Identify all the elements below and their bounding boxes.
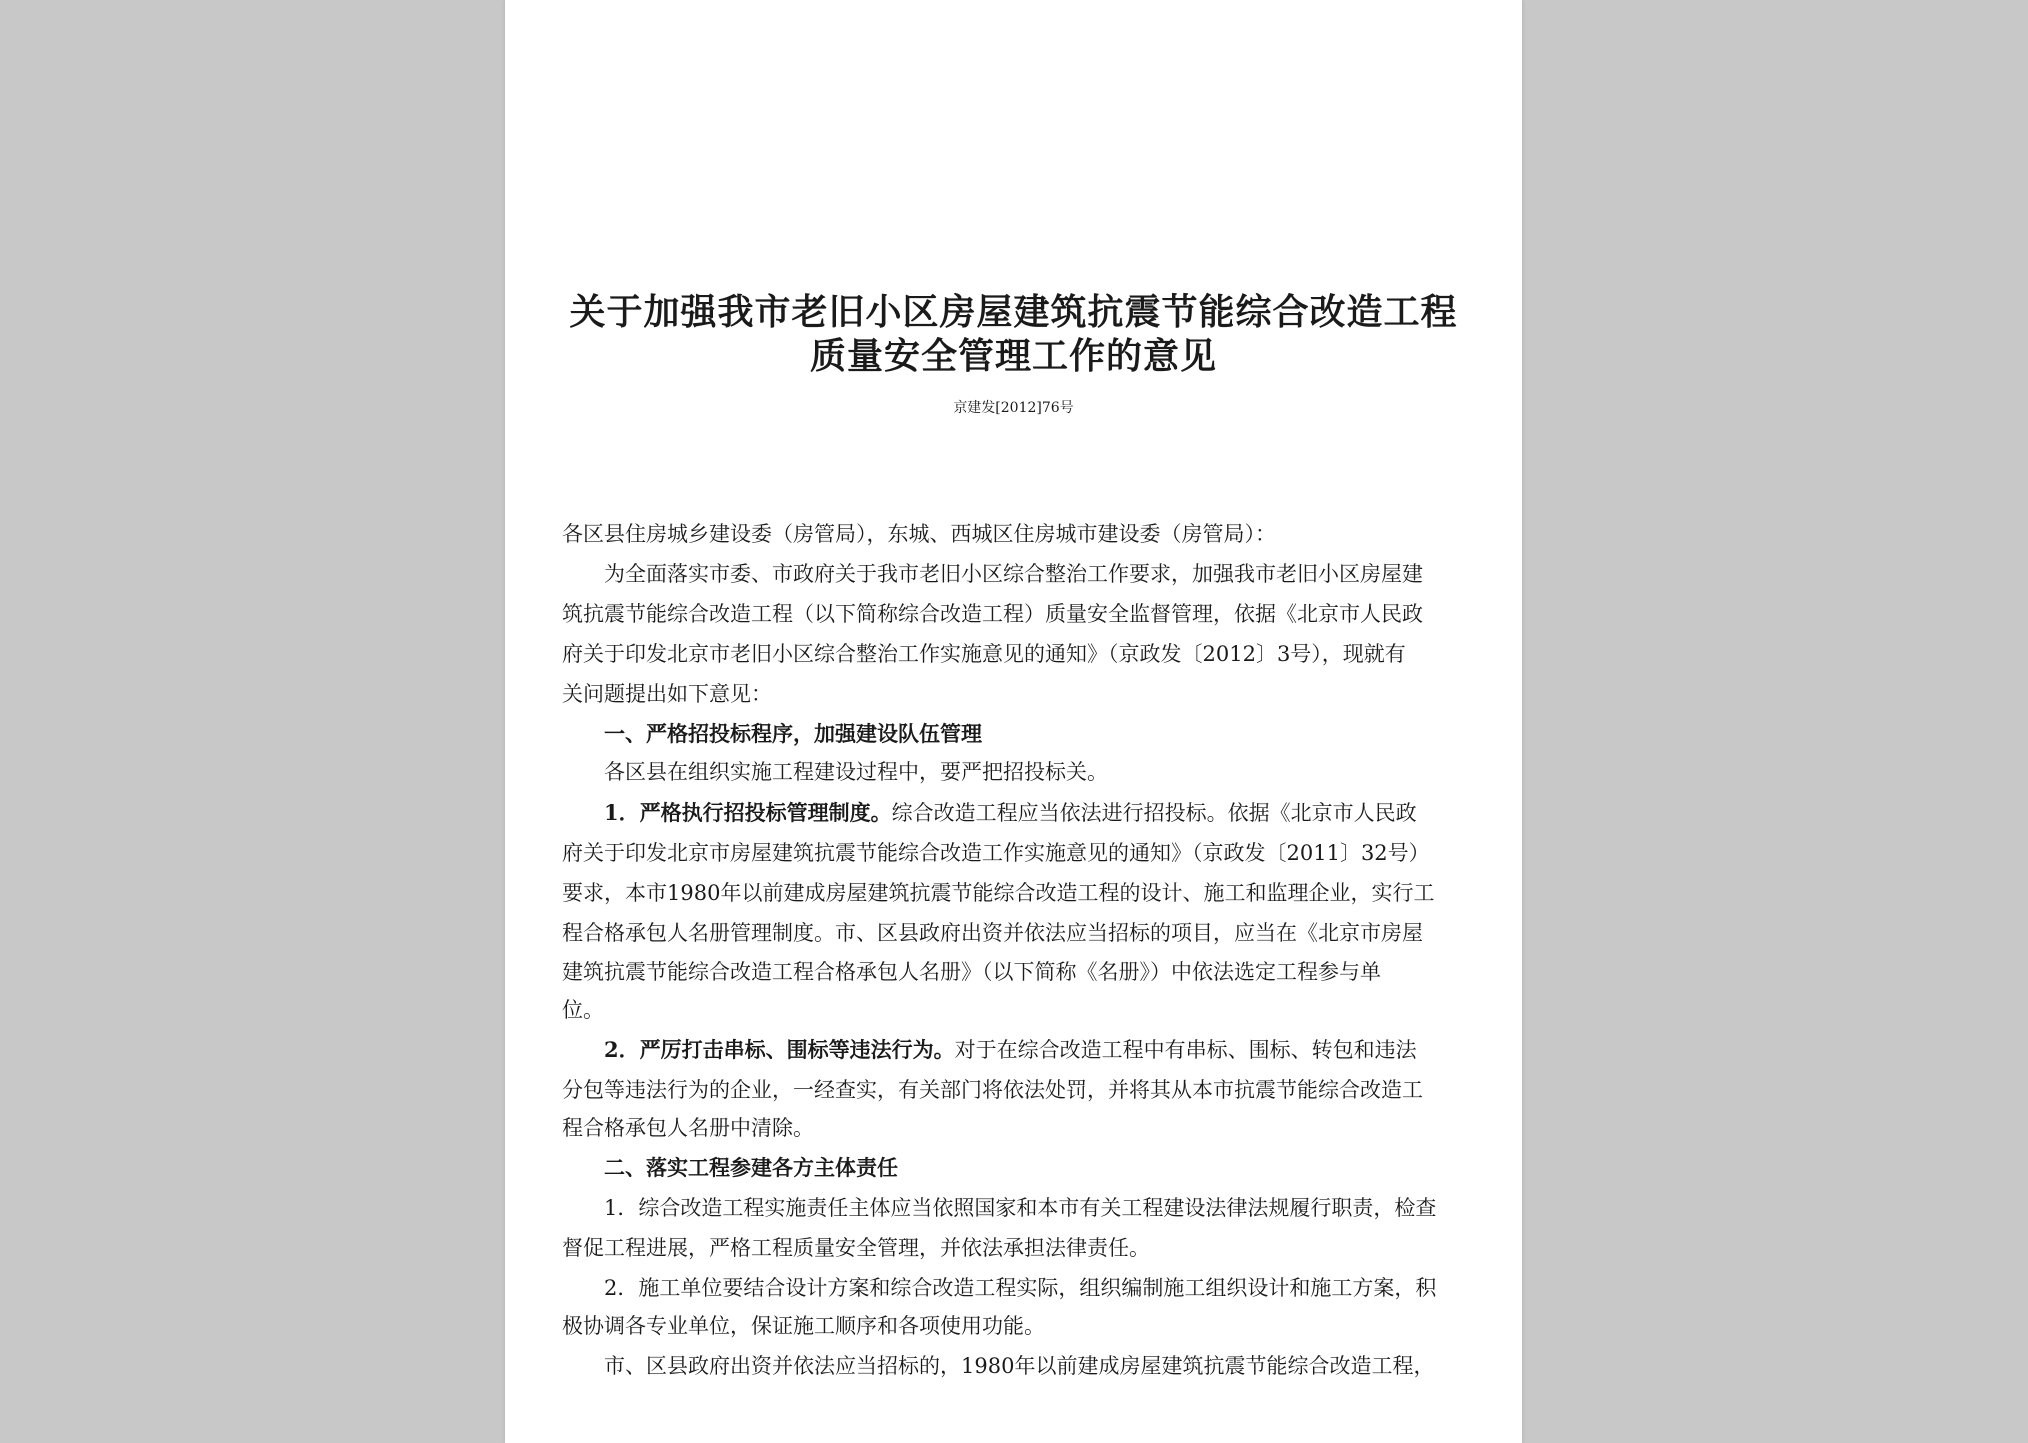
section2-tail-line: 市、区县政府出资并依法应当招标的，1980年以前建成房屋建筑抗震节能综合改造工程， <box>604 1354 1435 1378</box>
document-number: 京建发[2012]76号 <box>953 400 1074 416</box>
section1-item1-line: 程合格承包人名册管理制度。市、区县政府出资并依法应当招标的项目，应当在《北京市房屋 <box>562 921 1423 945</box>
section1-intro: 各区县在组织实施工程建设过程中，要严把招投标关。 <box>604 760 1108 784</box>
section1-heading: 一、严格招投标程序，加强建设队伍管理 <box>604 721 982 746</box>
section1-item2-lead: 2．严厉打击串标、围标等违法行为。 <box>604 1037 955 1062</box>
salutation: 各区县住房城乡建设委（房管局），东城、西城区住房城市建设委（房管局）： <box>562 522 1276 546</box>
intro-line: 关问题提出如下意见： <box>562 682 772 706</box>
document-page <box>505 0 1522 1443</box>
section2-heading: 二、落实工程参建各方主体责任 <box>604 1155 898 1180</box>
section1-item2-line: 程合格承包人名册中清除。 <box>562 1116 814 1140</box>
document-title-line2: 质量安全管理工作的意见 <box>809 335 1217 377</box>
intro-line: 为全面落实市委、市政府关于我市老旧小区综合整治工作要求，加强我市老旧小区房屋建 <box>604 562 1423 586</box>
intro-line: 府关于印发北京市老旧小区综合整治工作实施意见的通知》（京政发〔2012〕3号），现就有 <box>562 642 1406 666</box>
section1-item1-lead: 1．严格执行招投标管理制度。 <box>604 800 892 825</box>
section1-item2-line: 分包等违法行为的企业，一经查实，有关部门将依法处罚，并将其从本市抗震节能综合改造工 <box>562 1078 1423 1102</box>
section2-item1-line: 1．综合改造工程实施责任主体应当依照国家和本市有关工程建设法律法规履行职责，检查 <box>604 1196 1437 1220</box>
section1-item1-line: 府关于印发北京市房屋建筑抗震节能综合改造工作实施意见的通知》（京政发〔2011〕32号） <box>562 841 1430 865</box>
section2-item1-line: 督促工程进展，严格工程质量安全管理，并依法承担法律责任。 <box>562 1236 1150 1260</box>
intro-line: 筑抗震节能综合改造工程（以下简称综合改造工程）质量安全监督管理，依据《北京市人民政 <box>562 602 1423 626</box>
document-title-line1: 关于加强我市老旧小区房屋建筑抗震节能综合改造工程 <box>569 291 1458 333</box>
section2-item2-line: 2．施工单位要结合设计方案和综合改造工程实际，组织编制施工组织设计和施工方案，积 <box>604 1276 1437 1300</box>
section1-item1-text: 综合改造工程应当依法进行招投标。依据《北京市人民政 <box>891 801 1417 825</box>
section1-item1-line: 建筑抗震节能综合改造工程合格承包人名册》（以下简称《名册》）中依法选定工程参与单 <box>562 960 1381 984</box>
section2-item2-line: 极协调各专业单位，保证施工顺序和各项使用功能。 <box>562 1314 1045 1338</box>
section1-item1-first-line <box>562 799 1474 827</box>
section1-item2-first-line <box>562 1036 1474 1064</box>
section1-item1-line: 要求，本市1980年以前建成房屋建筑抗震节能综合改造工程的设计、施工和监理企业，实行工 <box>562 881 1435 905</box>
section1-item2-text: 对于在综合改造工程中有串标、围标、转包和违法 <box>954 1038 1417 1062</box>
section1-item1-line: 位。 <box>562 998 604 1022</box>
